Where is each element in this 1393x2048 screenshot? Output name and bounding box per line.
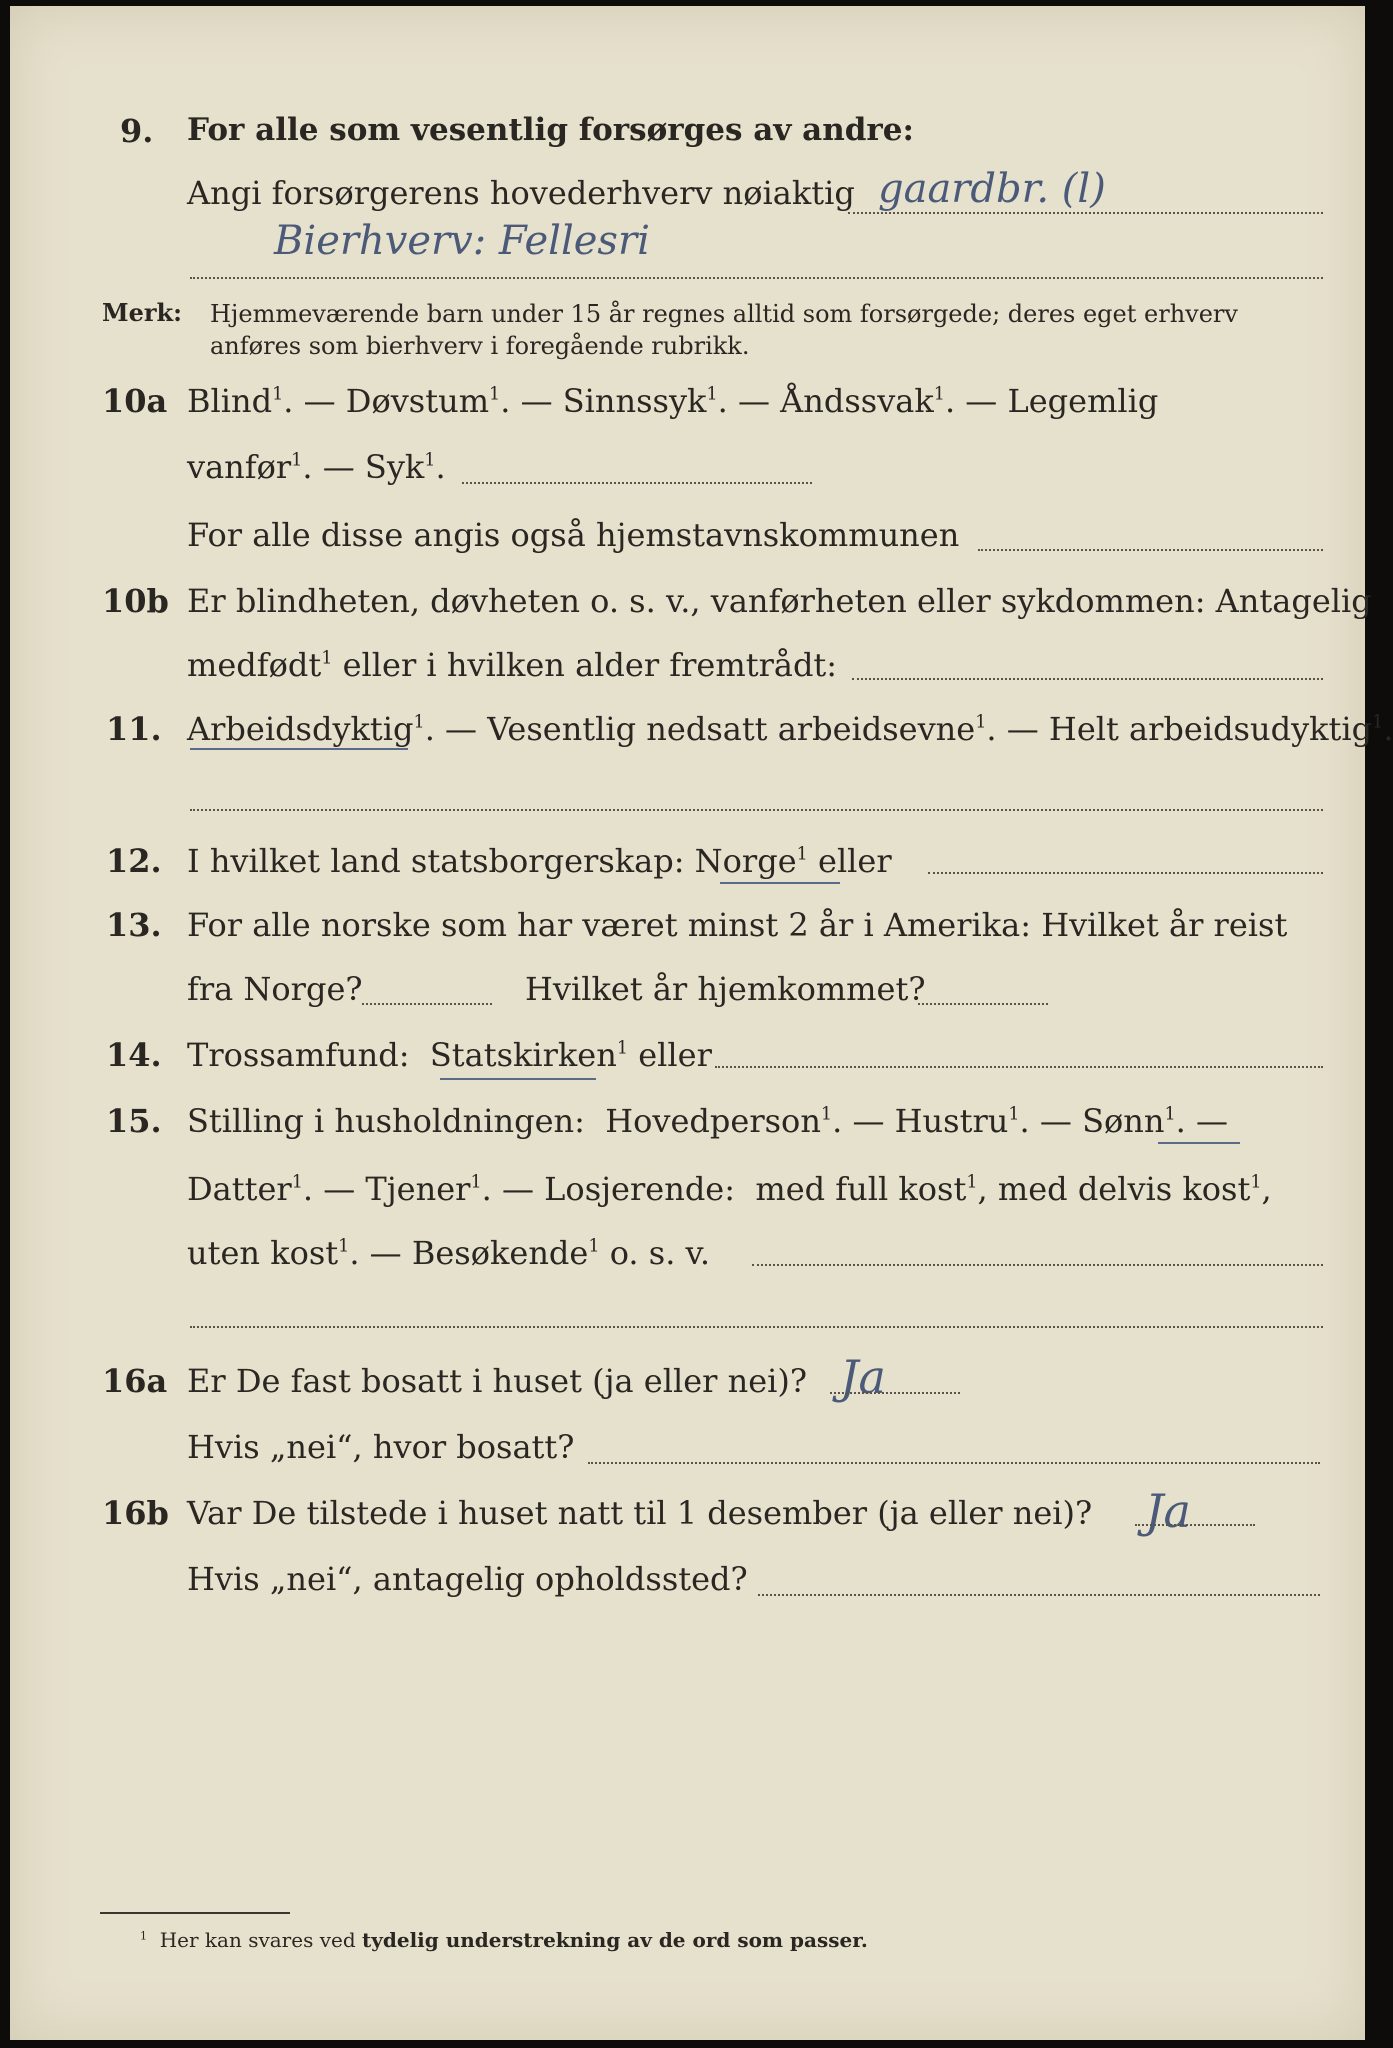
census-form-page bbox=[10, 6, 1393, 2040]
option-hovedperson: Hovedperson bbox=[605, 1102, 821, 1140]
footnote: $^1$ Her kan svares ved tydelig understrekning av de ord som passer. bbox=[140, 1928, 868, 1952]
q15-answer-line-1 bbox=[752, 1264, 1323, 1266]
q14-number: 14. bbox=[106, 1036, 162, 1074]
q16a-prompt: Er De fast bosatt i huset (ja eller nei)? bbox=[187, 1362, 808, 1400]
merk-line-2: anføres som bierhverv i foregående rubrikk. bbox=[210, 332, 750, 360]
option-tjener: Tjener bbox=[365, 1170, 471, 1208]
option-syk: Syk bbox=[364, 448, 425, 486]
q11-line-1: Arbeidsdyktig$^1$. — Vesentlig nedsatt arbeidsevne$^1$. — Helt arbeidsudyktig$^1$. bbox=[187, 710, 1393, 748]
q16a-answer-line bbox=[830, 1392, 960, 1394]
option-hustru: Hustru bbox=[894, 1102, 1009, 1140]
option-statskirken: Statskirken bbox=[429, 1036, 617, 1074]
q11-number: 11. bbox=[106, 710, 162, 748]
option-nedsatt: Vesentlig nedsatt arbeidsevne bbox=[487, 710, 976, 748]
q13-reist-line bbox=[362, 1003, 492, 1005]
q12-line: I hvilket land statsborgerskap: Norge$^1$ eller bbox=[187, 842, 892, 880]
option-andssvak: Åndssvak bbox=[780, 382, 934, 420]
option-arbeidsdyktig: Arbeidsdyktig bbox=[187, 710, 414, 748]
q10a-hjemstavn: For alle disse angis også hjemstavnskommunen bbox=[187, 516, 960, 554]
q10b-number: 10b bbox=[102, 582, 169, 620]
option-blind: Blind bbox=[187, 382, 273, 420]
q16b-hvis-line bbox=[758, 1594, 1320, 1596]
q9-handwritten-occupation: gaardbr. (l) bbox=[878, 166, 1106, 212]
q12-number: 12. bbox=[106, 842, 162, 880]
q15-line-3: uten kost$^1$. — Besøkende$^1$ o. s. v. bbox=[187, 1234, 710, 1272]
q10b-answer-line bbox=[852, 678, 1323, 680]
option-medfodt: medfødt bbox=[187, 646, 322, 684]
option-uten-kost: uten kost bbox=[187, 1234, 339, 1272]
q13-hjemkommet-line bbox=[918, 1003, 1048, 1005]
q13-line-1: For alle norske som har været minst 2 år i Amerika: Hvilket år reist bbox=[187, 906, 1288, 944]
q9-heading: For alle som vesentlig forsørges av andre: bbox=[187, 112, 914, 148]
merk-line-1: Hjemmeværende barn under 15 år regnes alltid som forsørgede; deres eget erhverv bbox=[210, 300, 1238, 328]
option-delvis-kost: med delvis kost bbox=[997, 1170, 1251, 1208]
option-sinnssyk: Sinnssyk bbox=[562, 382, 707, 420]
q16b-handwritten-answer: Ja bbox=[1145, 1484, 1191, 1538]
footnote-rule bbox=[100, 1912, 290, 1914]
q14-answer-line bbox=[715, 1066, 1323, 1068]
q16a-hvis-line bbox=[588, 1462, 1320, 1464]
q15-number: 15. bbox=[106, 1102, 162, 1140]
q16b-answer-line bbox=[1135, 1524, 1255, 1526]
option-sonn: Sønn bbox=[1082, 1102, 1165, 1140]
q16b-number: 16b bbox=[102, 1494, 169, 1532]
q10a-hjemstavn-line bbox=[978, 549, 1323, 551]
q12-answer-line bbox=[928, 872, 1323, 874]
option-losjerende: Losjerende: bbox=[544, 1170, 736, 1208]
option-norge: Norge bbox=[694, 842, 797, 880]
option-dovstum: Døvstum bbox=[345, 382, 490, 420]
q15-pen-underline bbox=[1158, 1142, 1240, 1144]
q14-pen-underline bbox=[440, 1078, 596, 1080]
q11-answer-line bbox=[190, 809, 1323, 811]
option-datter: Datter bbox=[187, 1170, 292, 1208]
q15-line-2: Datter$^1$. — Tjener$^1$. — Losjerende: med full kost$^1$, med delvis kost$^1$, bbox=[187, 1170, 1272, 1208]
merk-label: Merk: bbox=[102, 298, 182, 327]
q16a-handwritten-answer: Ja bbox=[840, 1350, 886, 1404]
q16a-hvis: Hvis „nei“, hvor bosatt? bbox=[187, 1428, 575, 1466]
q10a-line-2: vanfør$^1$. — Syk$^1$. bbox=[187, 448, 446, 486]
option-legemlig: Legemlig bbox=[1007, 382, 1159, 420]
q15-answer-line-2 bbox=[190, 1326, 1323, 1328]
q14-line: Trossamfund: Statskirken$^1$ eller bbox=[187, 1036, 712, 1074]
q10a-number: 10a bbox=[102, 382, 168, 420]
option-full-kost: med full kost bbox=[755, 1170, 967, 1208]
q9-answer-line-2 bbox=[190, 277, 1323, 279]
q9-number: 9. bbox=[120, 112, 154, 150]
q10b-line-1: Er blindheten, døvheten o. s. v., vanførheten eller sykdommen: Antagelig bbox=[187, 582, 1372, 620]
option-besokende: Besøkende bbox=[411, 1234, 589, 1272]
q13-fra-norge: fra Norge? bbox=[187, 970, 363, 1008]
q11-pen-underline bbox=[190, 748, 408, 750]
q16a-number: 16a bbox=[102, 1362, 168, 1400]
q10a-syk-line bbox=[462, 482, 812, 484]
q9-handwritten-secondary: Bierhverv: Fellesri bbox=[274, 218, 650, 264]
q15-line-1: Stilling i husholdningen: Hovedperson$^1$. — Hustru$^1$. — Sønn$^1$. — bbox=[187, 1102, 1229, 1140]
q16b-hvis: Hvis „nei“, antagelig opholdssted? bbox=[187, 1560, 748, 1598]
q9-prompt: Angi forsørgerens hovederhverv nøiaktig bbox=[187, 174, 855, 212]
option-vanfor: vanfør bbox=[187, 448, 292, 486]
q10b-line-2: medfødt$^1$ eller i hvilken alder fremtrådt: bbox=[187, 646, 838, 684]
q9-answer-line-1 bbox=[848, 212, 1323, 214]
q12-pen-underline bbox=[720, 882, 840, 884]
q13-number: 13. bbox=[106, 906, 162, 944]
option-udyktig: Helt arbeidsudyktig bbox=[1048, 710, 1373, 748]
q10a-line-1: Blind$^1$. — Døvstum$^1$. — Sinnssyk$^1$. — Åndssvak$^1$. — Legemlig bbox=[187, 382, 1159, 420]
q16b-prompt: Var De tilstede i huset natt til 1 desember (ja eller nei)? bbox=[187, 1494, 1093, 1532]
q13-hjemkommet: Hvilket år hjemkommet? bbox=[525, 970, 926, 1008]
